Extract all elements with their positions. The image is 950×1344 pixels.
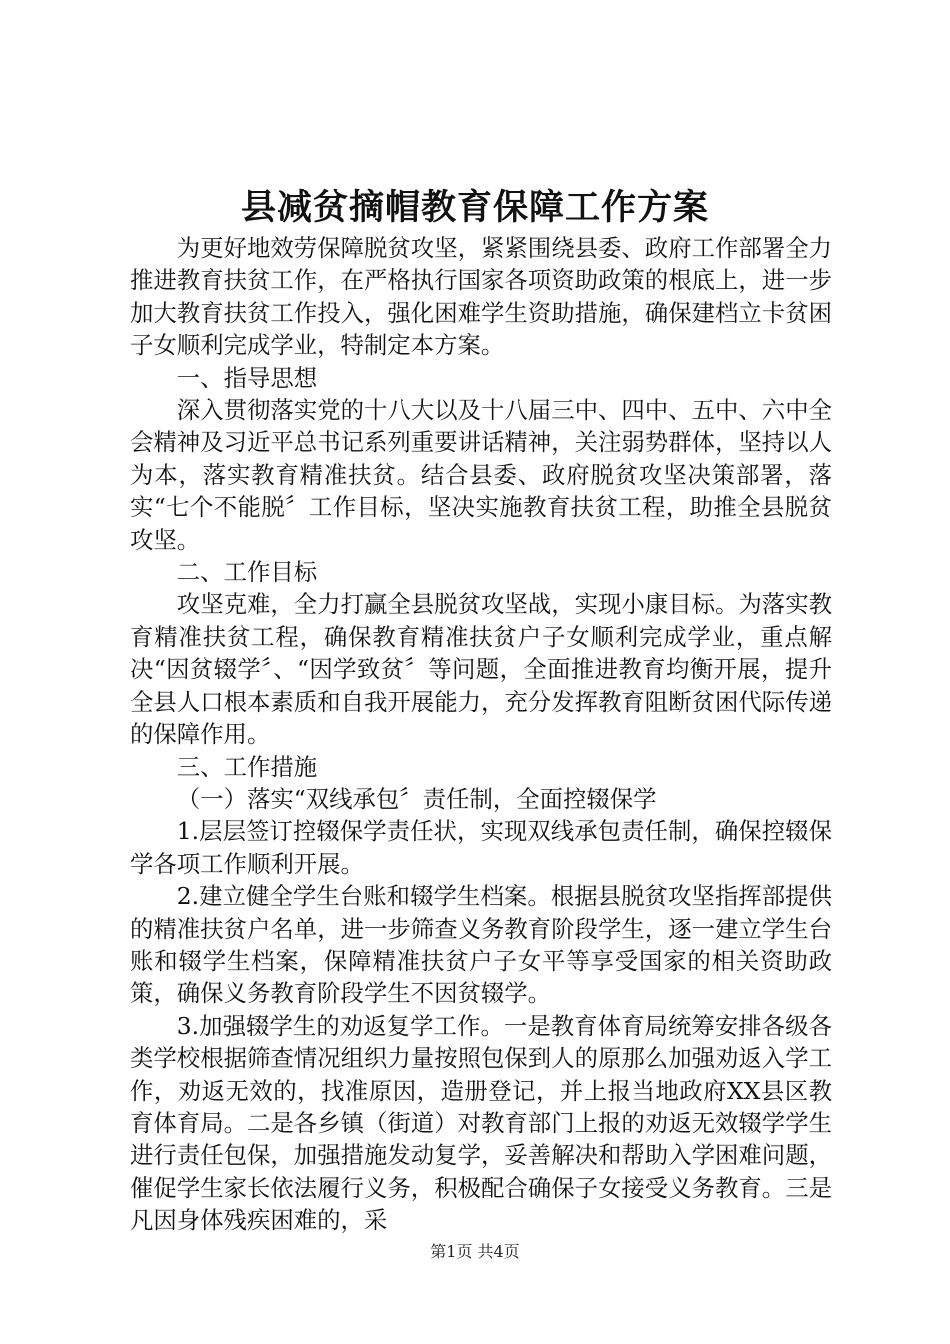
document-title: 县减贫摘帽教育保障工作方案: [240, 187, 709, 228]
paragraph-guiding-ideology: 深入贯彻落实党的十八大以及十八届三中、四中、五中、六中全会精神及习近平总书记系列重要讲话精神，关注弱势群体，坚持以人为本，落实教育精准扶贫。结合县委、政府脱贫攻坚决策部署，落实“七个不能脱〞工作目标，坚决实施教育扶贫工程，助推全县脱贫攻坚。: [130, 396, 832, 554]
paragraph-measure-2: 2.建立健全学生台账和辍学生档案。根据县脱贫攻坚指挥部提供的精准扶贫户名单，进一步筛查义务教育阶段学生，逐一建立学生台账和辍学生档案，保障精准扶贫户子女平等享受国家的相关资助政策，确保义务教育阶段学生不因贫辍学。: [130, 882, 832, 1008]
section-heading-work-measures: 三、工作措施: [176, 752, 318, 781]
paragraph-measure-1: 1.层层签订控辍保学责任状，实现双线承包责任制，确保控辍保学各项工作顺利开展。: [130, 817, 832, 878]
section-heading-guiding-ideology: 一、指导思想: [176, 363, 318, 392]
paragraph-intro: 为更好地效劳保障脱贫攻坚，紧紧围绕县委、政府工作部署全力推进教育扶贫工作，在严格执行国家各项资助政策的根底上，进一步加大教育扶贫工作投入，强化困难学生资助措施，确保建档立卡贫困子女顺利完成学业，特制定本方案。: [130, 234, 832, 360]
paragraph-work-goals: 攻坚克难，全力打赢全县脱贫攻坚战，实现小康目标。为落实教育精准扶贫工程，确保教育精准扶贫户子女顺利完成学业，重点解决“因贫辍学〞、“因学致贫〞等问题，全面推进教育均衡开展，提升全县人口根本素质和自我开展能力，充分发挥教育阻断贫困代际传递的保障作用。: [130, 590, 832, 749]
document-body: [130, 232, 832, 1237]
page-footer: 第1页 共4页: [430, 1242, 520, 1261]
paragraph-measure-3: 3.加强辍学生的劝返复学工作。一是教育体育局统筹安排各级各类学校根据筛查情况组织力量按照包保到人的原那么加强劝返入学工作，劝返无效的，找准原因，造册登记，并上报当地政府XX县区教育体育局。二是各乡镇（街道）对教育部门上报的劝返无效辍学学生进行责任包保，加强措施发动复学，妥善解决和帮助入学困难问题，催促学生家长依法履行义务，积极配合确保子女接受义务教育。三是凡因身体残疾困难的，采: [130, 1011, 832, 1235]
section-heading-work-goals: 二、工作目标: [176, 558, 318, 587]
subsection-heading-dual-responsibility: （一）落实“双线承包〞责任制，全面控辍保学: [176, 784, 657, 813]
